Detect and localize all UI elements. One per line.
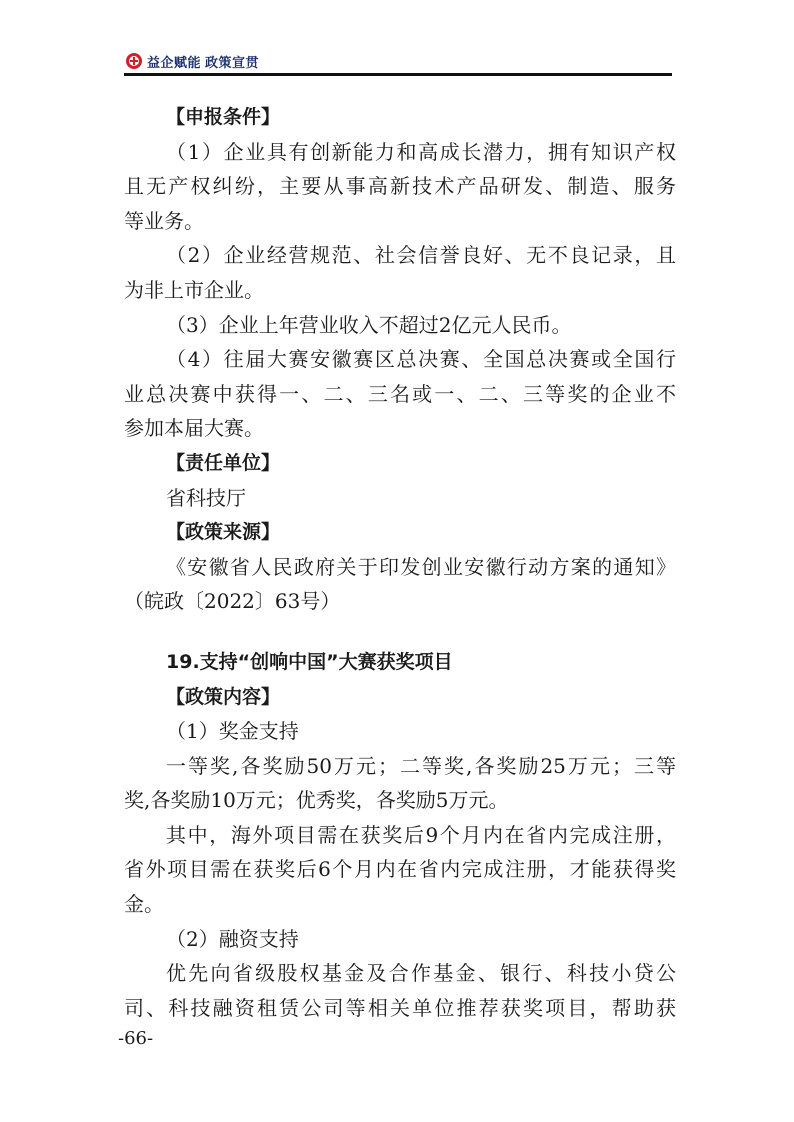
condition-1-line-3: 等业务。: [124, 208, 204, 233]
document-body: [124, 100, 676, 1025]
bonus-line-2: 奖,各奖励10万元；优秀奖，各奖励5万元。: [124, 788, 509, 813]
source-line-2: （皖政〔2022〕63号）: [124, 589, 341, 614]
condition-4-line-1: （4）往届大赛安徽赛区总决赛、全国总决赛或全国行: [166, 347, 676, 372]
subheading-bonus: （1）奖金支持: [166, 719, 299, 744]
responsible-unit: 省科技厅: [166, 485, 246, 510]
page-number: -66-: [118, 1028, 154, 1049]
section-heading-source: 【政策来源】: [166, 521, 281, 544]
registration-line-3: 金。: [124, 892, 164, 917]
registration-line-2: 省外项目需在获奖后6个月内在省内完成注册，才能获得奖: [124, 857, 676, 882]
source-line-1: 《安徽省人民政府关于印发创业安徽行动方案的通知》: [166, 554, 676, 579]
item-19-title: 19.支持“创响中国”大赛获奖项目: [166, 650, 453, 673]
section-heading-content: 【政策内容】: [166, 685, 281, 708]
registration-line-1: 其中，海外项目需在获奖后9个月内在省内完成注册，: [166, 822, 676, 847]
header-rule: [124, 73, 672, 76]
brand-name: 益企赋能 政策宣贯: [147, 55, 260, 71]
section-heading-responsible: 【责任单位】: [166, 451, 281, 474]
condition-3-line-1: （3）企业上年营业收入不超过2亿元人民币。: [166, 312, 572, 337]
condition-1-line-2: 且无产权纠纷，主要从事高新技术产品研发、制造、服务: [124, 174, 676, 199]
condition-2-line-2: 为非上市企业。: [124, 277, 264, 302]
financing-line-2: 司、科技融资租赁公司等相关单位推荐获奖项目，帮助获: [124, 995, 676, 1020]
condition-2-line-1: （2）企业经营规范、社会信誉良好、无不良记录，且: [166, 243, 676, 268]
subheading-financing: （2）融资支持: [166, 926, 299, 951]
section-heading-conditions: 【申报条件】: [166, 106, 281, 128]
header: [125, 50, 259, 72]
condition-1-line-1: （1）企业具有创新能力和高成长潜力，拥有知识产权: [166, 139, 676, 164]
bonus-line-1: 一等奖,各奖励50万元；二等奖,各奖励25万元；三等: [166, 753, 676, 778]
condition-4-line-2: 业总决赛中获得一、二、三名或一、二、三等奖的企业不: [124, 381, 676, 406]
financing-line-1: 优先向省级股权基金及合作基金、银行、科技小贷公: [166, 961, 676, 986]
logo-icon: [125, 52, 143, 70]
condition-4-line-3: 参加本届大赛。: [124, 416, 264, 441]
